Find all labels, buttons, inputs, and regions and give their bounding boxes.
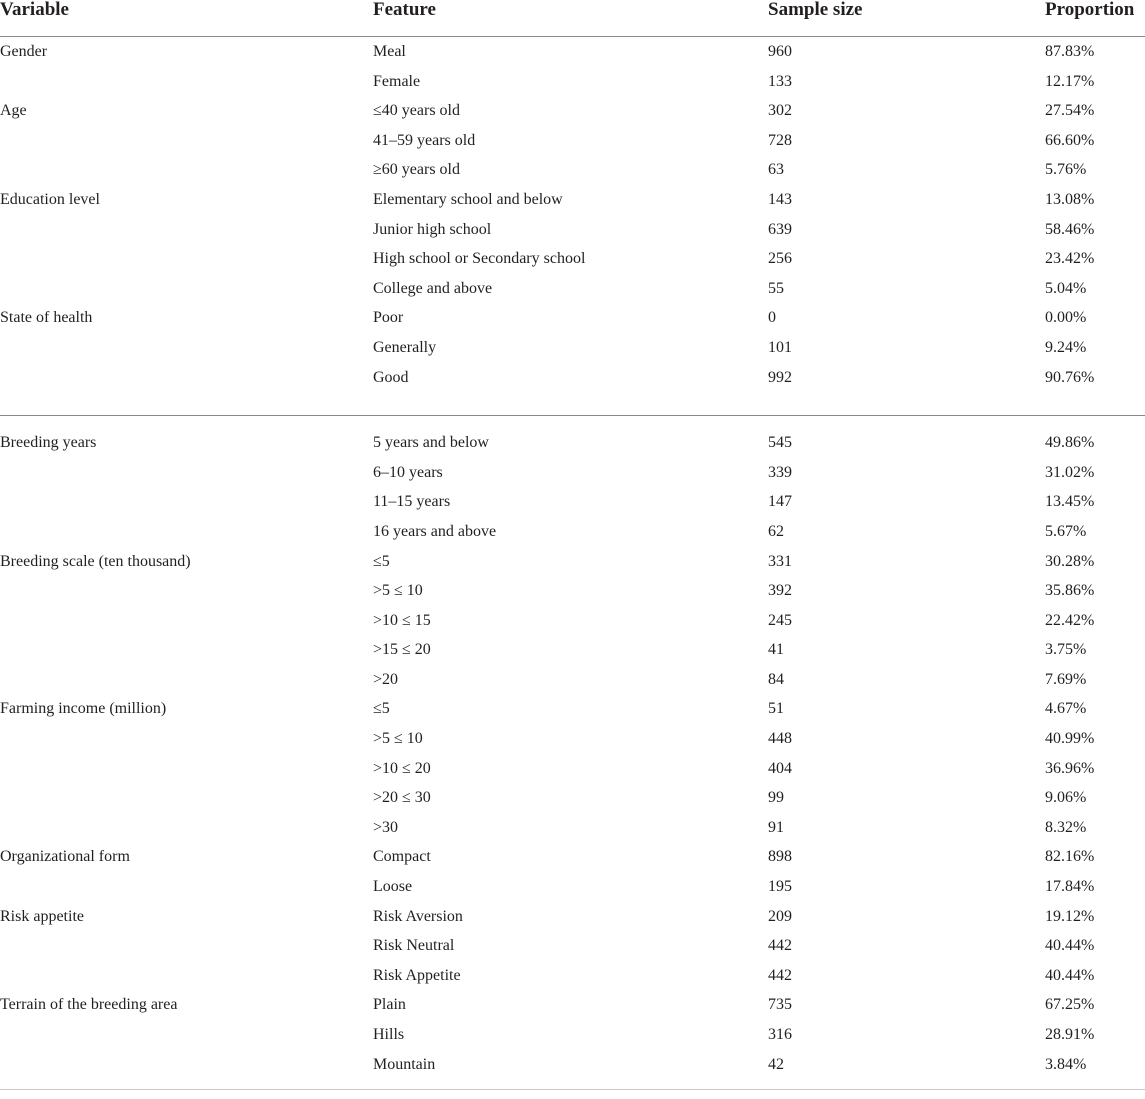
table-row bbox=[0, 517, 1145, 547]
cell-variable: Education level bbox=[0, 190, 100, 208]
cell-variable bbox=[0, 215, 373, 245]
cell-variable: Terrain of the breeding area bbox=[0, 996, 178, 1014]
cell-sample-size: 41 bbox=[768, 641, 784, 659]
cell-feature: ≤5 bbox=[373, 552, 390, 570]
cell-variable bbox=[0, 783, 373, 813]
table-row bbox=[0, 303, 1145, 333]
cell-proportion: 3.75% bbox=[1045, 641, 1087, 659]
cell-proportion: 5.76% bbox=[1045, 161, 1087, 179]
cell-variable: Farming income (million) bbox=[0, 700, 167, 718]
cell-sample-size: 91 bbox=[768, 818, 784, 836]
cell-sample-size: 143 bbox=[768, 190, 792, 208]
cell-variable: Breeding scale (ten thousand) bbox=[0, 552, 191, 570]
cell-variable bbox=[0, 931, 373, 961]
table-row bbox=[0, 606, 1145, 636]
table-row bbox=[0, 694, 1145, 724]
cell-proportion: 3.84% bbox=[1045, 1055, 1087, 1073]
cell-proportion: 82.16% bbox=[1045, 848, 1095, 866]
cell-feature: Female bbox=[373, 72, 421, 90]
cell-sample-size: 209 bbox=[768, 907, 792, 925]
cell-feature: >10 ≤ 15 bbox=[373, 611, 431, 629]
cell-variable bbox=[0, 333, 373, 363]
cell-feature: Good bbox=[373, 368, 409, 386]
cell-proportion: 9.24% bbox=[1045, 338, 1087, 356]
table-row bbox=[0, 931, 1145, 961]
cell-feature: Risk Neutral bbox=[373, 937, 455, 955]
cell-proportion: 19.12% bbox=[1045, 907, 1095, 925]
table-row bbox=[0, 487, 1145, 517]
cell-proportion: 49.86% bbox=[1045, 434, 1095, 452]
table-row bbox=[0, 754, 1145, 784]
table-body-personal bbox=[0, 37, 1145, 392]
cell-feature: Risk Aversion bbox=[373, 907, 463, 925]
header-proportion: Proportion bbox=[1045, 0, 1135, 20]
cell-sample-size: 735 bbox=[768, 996, 792, 1014]
cell-variable: Risk appetite bbox=[0, 907, 84, 925]
cell-feature: >10 ≤ 20 bbox=[373, 759, 431, 777]
cell-proportion: 67.25% bbox=[1045, 996, 1095, 1014]
cell-sample-size: 245 bbox=[768, 611, 792, 629]
cell-proportion: 66.60% bbox=[1045, 131, 1095, 149]
cell-variable bbox=[0, 126, 373, 156]
cell-sample-size: 448 bbox=[768, 730, 792, 748]
cell-variable: Gender bbox=[0, 43, 48, 60]
cell-variable: State of health bbox=[0, 309, 93, 327]
table-row bbox=[0, 724, 1145, 754]
table-row bbox=[0, 872, 1145, 902]
cell-proportion: 40.99% bbox=[1045, 730, 1095, 748]
header-variable: Variable bbox=[0, 0, 69, 20]
cell-proportion: 8.32% bbox=[1045, 818, 1087, 836]
cell-proportion: 22.42% bbox=[1045, 611, 1095, 629]
cell-feature: 11–15 years bbox=[373, 493, 451, 511]
cell-sample-size: 195 bbox=[768, 878, 792, 896]
cell-variable bbox=[0, 606, 373, 636]
cell-variable: Organizational form bbox=[0, 848, 130, 866]
cell-feature: High school or Secondary school bbox=[373, 250, 586, 268]
table-row bbox=[0, 96, 1145, 126]
cell-feature: Junior high school bbox=[373, 220, 492, 238]
cell-proportion: 12.17% bbox=[1045, 72, 1095, 90]
cell-sample-size: 62 bbox=[768, 522, 784, 540]
cell-feature: Mountain bbox=[373, 1055, 436, 1073]
cell-feature: Elementary school and below bbox=[373, 190, 563, 208]
cell-variable bbox=[0, 67, 373, 97]
cell-proportion: 36.96% bbox=[1045, 759, 1095, 777]
cell-sample-size: 55 bbox=[768, 279, 784, 297]
table-row bbox=[0, 215, 1145, 245]
cell-proportion: 5.04% bbox=[1045, 279, 1087, 297]
cell-proportion: 5.67% bbox=[1045, 522, 1087, 540]
cell-variable bbox=[0, 155, 373, 185]
table-footer bbox=[0, 1079, 1145, 1090]
cell-proportion: 40.44% bbox=[1045, 966, 1095, 984]
cell-feature: Loose bbox=[373, 878, 413, 896]
cell-variable bbox=[0, 274, 373, 304]
cell-feature: >5 ≤ 10 bbox=[373, 730, 423, 748]
cell-variable bbox=[0, 487, 373, 517]
cell-sample-size: 101 bbox=[768, 338, 792, 356]
cell-sample-size: 99 bbox=[768, 789, 784, 807]
cell-proportion: 90.76% bbox=[1045, 368, 1095, 386]
table-row bbox=[0, 67, 1145, 97]
cell-proportion: 9.06% bbox=[1045, 789, 1087, 807]
cell-variable bbox=[0, 635, 373, 665]
cell-feature: College and above bbox=[373, 279, 493, 297]
header-feature: Feature bbox=[373, 0, 436, 20]
cell-feature: 5 years and below bbox=[373, 434, 489, 452]
cell-feature: 41–59 years old bbox=[373, 131, 476, 149]
cell-variable bbox=[0, 576, 373, 606]
cell-feature: Meal bbox=[373, 43, 406, 60]
table-row bbox=[0, 363, 1145, 393]
cell-sample-size: 331 bbox=[768, 552, 792, 570]
cell-proportion: 4.67% bbox=[1045, 700, 1087, 718]
cell-proportion: 35.86% bbox=[1045, 582, 1095, 600]
cell-variable: Breeding years bbox=[0, 434, 97, 452]
cell-variable bbox=[0, 363, 373, 393]
separator-space bbox=[0, 392, 1145, 416]
cell-variable bbox=[0, 961, 373, 991]
table-row bbox=[0, 783, 1145, 813]
cell-proportion: 0.00% bbox=[1045, 309, 1087, 327]
cell-proportion: 40.44% bbox=[1045, 937, 1095, 955]
cell-feature: Generally bbox=[373, 338, 437, 356]
cell-variable bbox=[0, 754, 373, 784]
cell-sample-size: 302 bbox=[768, 102, 792, 120]
cell-sample-size: 960 bbox=[768, 43, 792, 60]
table-row bbox=[0, 126, 1145, 156]
cell-proportion: 31.02% bbox=[1045, 463, 1095, 481]
table-row bbox=[0, 458, 1145, 488]
table-row bbox=[0, 274, 1145, 304]
header-sample-size: Sample size bbox=[768, 0, 863, 20]
cell-feature: >15 ≤ 20 bbox=[373, 641, 431, 659]
cell-proportion: 27.54% bbox=[1045, 102, 1095, 120]
cell-feature: >20 bbox=[373, 670, 399, 688]
cell-proportion: 7.69% bbox=[1045, 670, 1087, 688]
cell-feature: >5 ≤ 10 bbox=[373, 582, 423, 600]
cell-sample-size: 442 bbox=[768, 937, 792, 955]
cell-feature: >30 bbox=[373, 818, 399, 836]
cell-variable bbox=[0, 458, 373, 488]
cell-proportion: 87.83% bbox=[1045, 43, 1095, 60]
cell-proportion: 28.91% bbox=[1045, 1026, 1095, 1043]
cell-proportion: 13.45% bbox=[1045, 493, 1095, 511]
cell-variable bbox=[0, 724, 373, 754]
cell-sample-size: 0 bbox=[768, 309, 776, 327]
table-row bbox=[0, 576, 1145, 606]
cell-sample-size: 42 bbox=[768, 1055, 784, 1073]
cell-feature: Hills bbox=[373, 1026, 405, 1043]
table-row bbox=[0, 990, 1145, 1020]
cell-variable bbox=[0, 1050, 373, 1080]
cell-variable bbox=[0, 872, 373, 902]
bottom-rule bbox=[0, 1090, 1145, 1091]
cell-variable: Age bbox=[0, 102, 27, 120]
footer-space bbox=[0, 1079, 1145, 1090]
table-row bbox=[0, 813, 1145, 843]
cell-proportion: 13.08% bbox=[1045, 190, 1095, 208]
table-row bbox=[0, 1050, 1145, 1080]
cell-sample-size: 545 bbox=[768, 434, 792, 452]
cell-sample-size: 133 bbox=[768, 72, 792, 90]
table-row bbox=[0, 37, 1145, 67]
cell-variable bbox=[0, 517, 373, 547]
table-row bbox=[0, 333, 1145, 363]
table-row bbox=[0, 961, 1145, 991]
cell-variable bbox=[0, 665, 373, 695]
header-row bbox=[0, 0, 1145, 37]
cell-variable bbox=[0, 1020, 373, 1050]
cell-sample-size: 147 bbox=[768, 493, 792, 511]
cell-feature: >20 ≤ 30 bbox=[373, 789, 431, 807]
table-body-operation bbox=[0, 428, 1145, 1079]
cell-variable bbox=[0, 244, 373, 274]
cell-sample-size: 84 bbox=[768, 670, 784, 688]
cell-feature: Poor bbox=[373, 309, 404, 327]
cell-sample-size: 639 bbox=[768, 220, 792, 238]
cell-sample-size: 404 bbox=[768, 759, 792, 777]
table-row bbox=[0, 155, 1145, 185]
cell-feature: ≤5 bbox=[373, 700, 390, 718]
cell-proportion: 23.42% bbox=[1045, 250, 1095, 268]
cell-feature: Plain bbox=[373, 996, 406, 1014]
cell-feature: Compact bbox=[373, 848, 431, 866]
cell-proportion: 58.46% bbox=[1045, 220, 1095, 238]
table-row bbox=[0, 1020, 1145, 1050]
separator-space bbox=[0, 416, 1145, 428]
table-header bbox=[0, 0, 1145, 37]
cell-sample-size: 316 bbox=[768, 1026, 792, 1043]
cell-sample-size: 63 bbox=[768, 161, 784, 179]
table-row bbox=[0, 428, 1145, 458]
cell-sample-size: 256 bbox=[768, 250, 792, 268]
cell-feature: ≤40 years old bbox=[373, 102, 460, 120]
cell-sample-size: 392 bbox=[768, 582, 792, 600]
cell-feature: Risk Appetite bbox=[373, 966, 461, 984]
cell-sample-size: 339 bbox=[768, 463, 792, 481]
table-row bbox=[0, 547, 1145, 577]
group-separator bbox=[0, 392, 1145, 428]
cell-feature: ≥60 years old bbox=[373, 161, 460, 179]
cell-sample-size: 728 bbox=[768, 131, 792, 149]
cell-feature: 16 years and above bbox=[373, 522, 497, 540]
table-row bbox=[0, 635, 1145, 665]
table-row bbox=[0, 244, 1145, 274]
table-row bbox=[0, 665, 1145, 695]
table-row bbox=[0, 902, 1145, 932]
cell-sample-size: 442 bbox=[768, 966, 792, 984]
table-row bbox=[0, 185, 1145, 215]
cell-proportion: 30.28% bbox=[1045, 552, 1095, 570]
cell-sample-size: 992 bbox=[768, 368, 792, 386]
cell-sample-size: 51 bbox=[768, 700, 784, 718]
cell-feature: 6–10 years bbox=[373, 463, 443, 481]
cell-proportion: 17.84% bbox=[1045, 878, 1095, 896]
cell-sample-size: 898 bbox=[768, 848, 792, 866]
table-row bbox=[0, 842, 1145, 872]
cell-variable bbox=[0, 813, 373, 843]
